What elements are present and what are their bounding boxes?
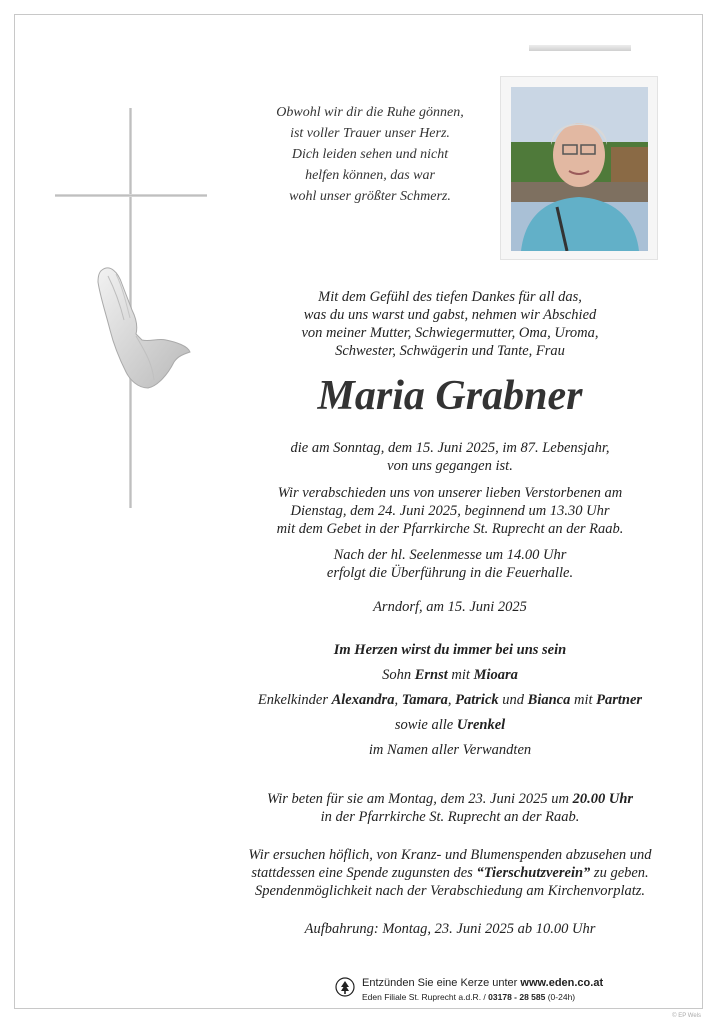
mass-line: erfolgt die Überführung in die Feuerhalle. <box>326 565 574 581</box>
poem-line: Dich leiden sehen und nicht <box>291 147 449 162</box>
poem-line: ist voller Trauer unser Herz. <box>290 126 450 141</box>
poem-line: Obwohl wir dir die Ruhe gönnen, <box>276 105 464 120</box>
donation-notice <box>220 846 680 900</box>
footer-branch-line: Eden Filiale St. Ruprecht a.d.R. / 03178 - 28 585 (0-24h) <box>362 992 576 1002</box>
portrait-frame <box>500 76 658 260</box>
prayer-notice <box>220 790 680 826</box>
donation-line: Spendenmöglichkeit nach der Verabschiedung am Kirchenvorplatz. <box>254 883 646 899</box>
poem-line: wohl unser größter Schmerz. <box>289 189 451 204</box>
intro-line: Schwester, Schwägerin und Tante, Frau <box>335 343 565 359</box>
intro-line: von meiner Mutter, Schwiegermutter, Oma, Uroma, <box>301 325 599 341</box>
intro-text <box>230 288 670 360</box>
place-date: Arndorf, am 15. Juni 2025 <box>373 599 527 615</box>
farewell-line: mit dem Gebet in der Pfarrkirche St. Ruprecht an der Raab. <box>276 521 624 537</box>
footer-phone: 03178 - 28 585 <box>488 992 546 1002</box>
intro-line: was du uns warst und gabst, nehmen wir Abschied <box>303 307 597 323</box>
eden-tree-logo-icon <box>335 977 355 997</box>
mourners-relatives: im Namen aller Verwandten <box>368 742 532 758</box>
praying-hands-icon <box>92 262 196 390</box>
death-notice <box>220 439 680 475</box>
donation-line: Wir ersuchen höflich, von Kranz- und Blumenspenden abzusehen und <box>248 847 652 863</box>
mourners-son: Sohn Ernst mit Mioara <box>382 667 518 683</box>
farewell-notice <box>220 484 680 538</box>
intro-line: Mit dem Gefühl des tiefen Dankes für all das, <box>318 289 582 305</box>
farewell-line: Dienstag, dem 24. Juni 2025, beginnend um 13.30 Uhr <box>290 503 610 519</box>
cross-bar <box>55 194 207 197</box>
mass-line: Nach der hl. Seelenmesse um 14.00 Uhr <box>333 547 567 563</box>
farewell-line: Wir verabschieden uns von unserer lieben Verstorbenen am <box>277 485 623 501</box>
mass-notice <box>220 546 680 582</box>
death-line: die am Sonntag, dem 15. Juni 2025, im 87. Lebensjahr, <box>290 440 610 456</box>
donation-line: stattdessen eine Spende zugunsten des “Tierschutzverein” zu geben. <box>251 865 649 881</box>
mourners <box>220 638 680 763</box>
viewing-notice: Aufbahrung: Montag, 23. Juni 2025 ab 10.00 Uhr <box>304 921 596 937</box>
death-line: von uns gegangen ist. <box>387 458 513 474</box>
deceased-name: Maria Grabner <box>317 373 583 419</box>
frame-decoration <box>529 45 631 51</box>
mourners-grandchildren: Enkelkinder Alexandra, Tamara, Patrick und Bianca mit Partner <box>257 692 643 708</box>
portrait-photo <box>511 87 648 251</box>
poem-line: helfen können, das war <box>305 168 435 183</box>
prayer-line: in der Pfarrkirche St. Ruprecht an der Raab. <box>320 809 580 825</box>
footer-url[interactable]: www.eden.co.at <box>520 977 604 989</box>
footer-candle-line: Entzünden Sie eine Kerze unter www.eden.co.at <box>362 977 604 989</box>
mourners-great-grandchildren: sowie alle Urenkel <box>394 717 506 733</box>
reference-code: © EP Wels <box>672 1013 701 1019</box>
mourners-heading: Im Herzen wirst du immer bei uns sein <box>333 642 567 658</box>
prayer-line: Wir beten für sie am Montag, dem 23. Juni 2025 um 20.00 Uhr <box>266 791 634 807</box>
poem <box>250 102 490 207</box>
